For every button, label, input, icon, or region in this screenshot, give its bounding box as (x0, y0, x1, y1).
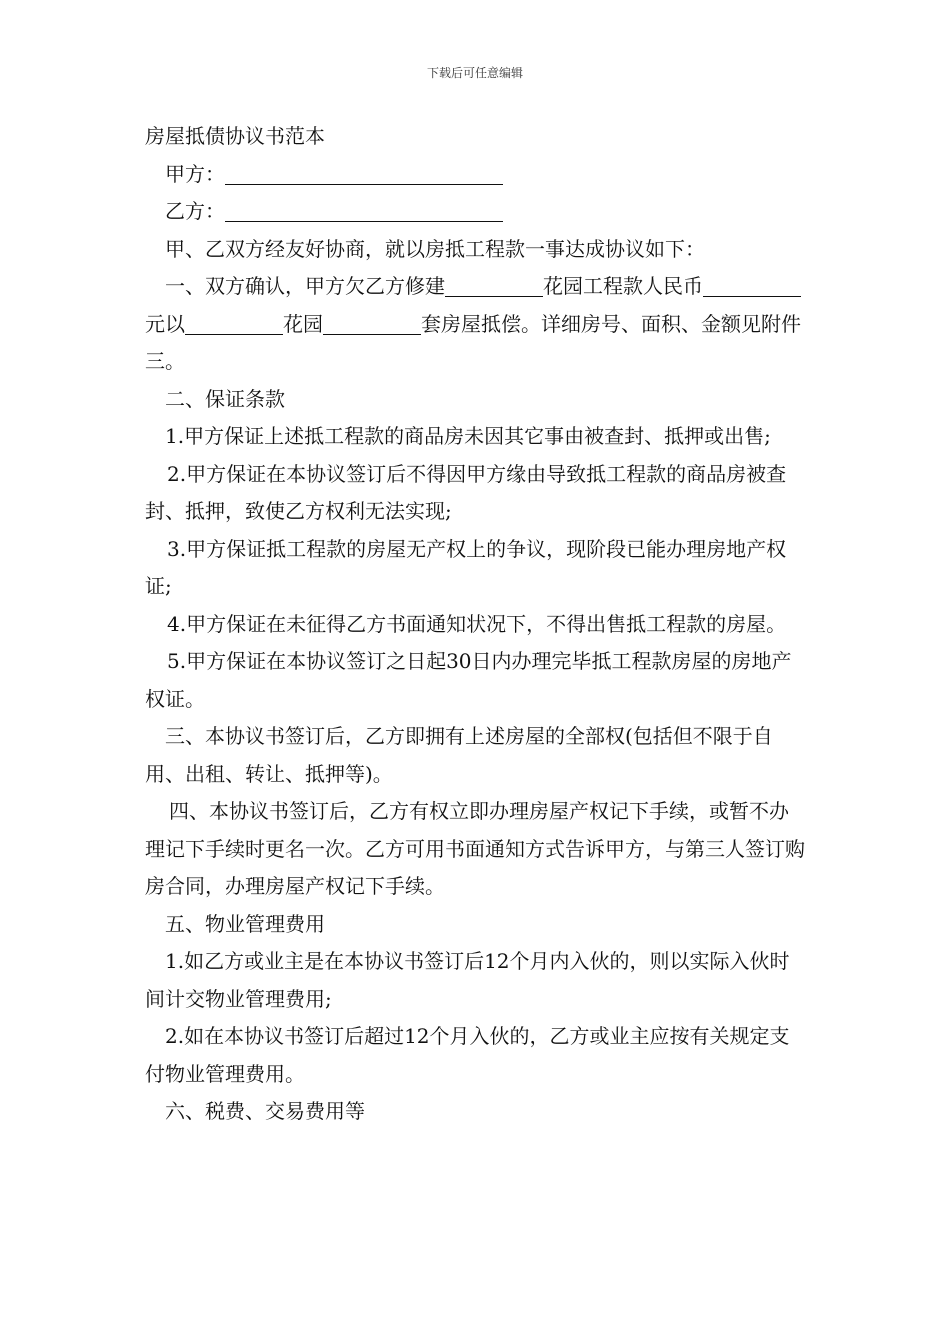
section-3-paragraph: 三、本协议书签订后，乙方即拥有上述房屋的全部权(包括但不限于自用、出租、转让、抵押等)。 (145, 724, 773, 786)
party-a-label: 甲方： (165, 161, 225, 186)
section-5-heading: 五、物业管理费用 (165, 911, 325, 936)
amount-blank-a[interactable] (703, 274, 747, 297)
party-b-label: 乙方： (165, 199, 225, 223)
section-2-item-3: 3.甲方保证抵工程款的房屋无产权上的争议，现阶段已能办理房地产权证; (145, 536, 787, 598)
document-title: 房屋抵债协议书范本 (145, 124, 325, 148)
section-5-item-2: 2.如在本协议书签订后超过12个月入伙的，乙方或业主应按有关规定支付物业管理费用。 (145, 1024, 790, 1086)
section-2-item-2: 2.甲方保证在本协议签订后不得因甲方缘由导致抵工程款的商品房被查封、抵押，致使乙方权利无法实现; (145, 461, 787, 523)
section-2-heading: 二、保证条款 (165, 386, 285, 411)
section-4-paragraph: 四、本协议书签订后，乙方有权立即办理房屋产权记下手续，或暂不办理记下手续时更名一次。乙方可用书面通知方式告诉甲方，与第三人签订购房合同，办理房屋产权记下手续。 (145, 799, 805, 898)
party-a-line (145, 156, 807, 194)
section-6-heading: 六、税费、交易费用等 (165, 1099, 365, 1123)
page-header: 下载后可任意编辑 (426, 66, 523, 80)
unit-count-blank[interactable] (323, 312, 421, 335)
amount-blank-b[interactable] (747, 274, 801, 297)
section-1-text-5: 套房屋抵偿。详细房号、面积、金额见附件三。 (145, 311, 801, 373)
section-1-text-1: 一、双方确认，甲方欠乙方修建 (165, 274, 445, 298)
section-1-text-3: 元以 (145, 311, 185, 336)
section-2-item-1: 1.甲方保证上述抵工程款的商品房未因其它事由被查封、抵押或出售; (165, 424, 771, 448)
section-2-item-5: 5.甲方保证在本协议签订之日起30日内办理完毕抵工程款房屋的房地产权证。 (145, 649, 792, 711)
section-1-text-4: 花园 (283, 311, 323, 336)
intro-paragraph: 甲、乙双方经友好协商，就以房抵工程款一事达成协议如下： (165, 236, 705, 261)
section-5-item-1: 1.如乙方或业主是在本协议书签订后12个月内入伙的，则以实际入伙时间计交物业管理费用; (145, 949, 790, 1011)
garden-name-blank[interactable] (445, 274, 543, 297)
section-1-text-2: 花园工程款人民币 (543, 274, 703, 298)
section-1-paragraph (145, 268, 807, 381)
document-body (145, 118, 807, 1131)
party-a-blank[interactable] (225, 162, 503, 185)
garden-2-blank[interactable] (185, 312, 283, 335)
party-b-blank[interactable] (225, 199, 503, 222)
section-2-item-4: 4.甲方保证在未征得乙方书面通知状况下，不得出售抵工程款的房屋。 (167, 611, 787, 636)
party-b-line (145, 193, 807, 231)
